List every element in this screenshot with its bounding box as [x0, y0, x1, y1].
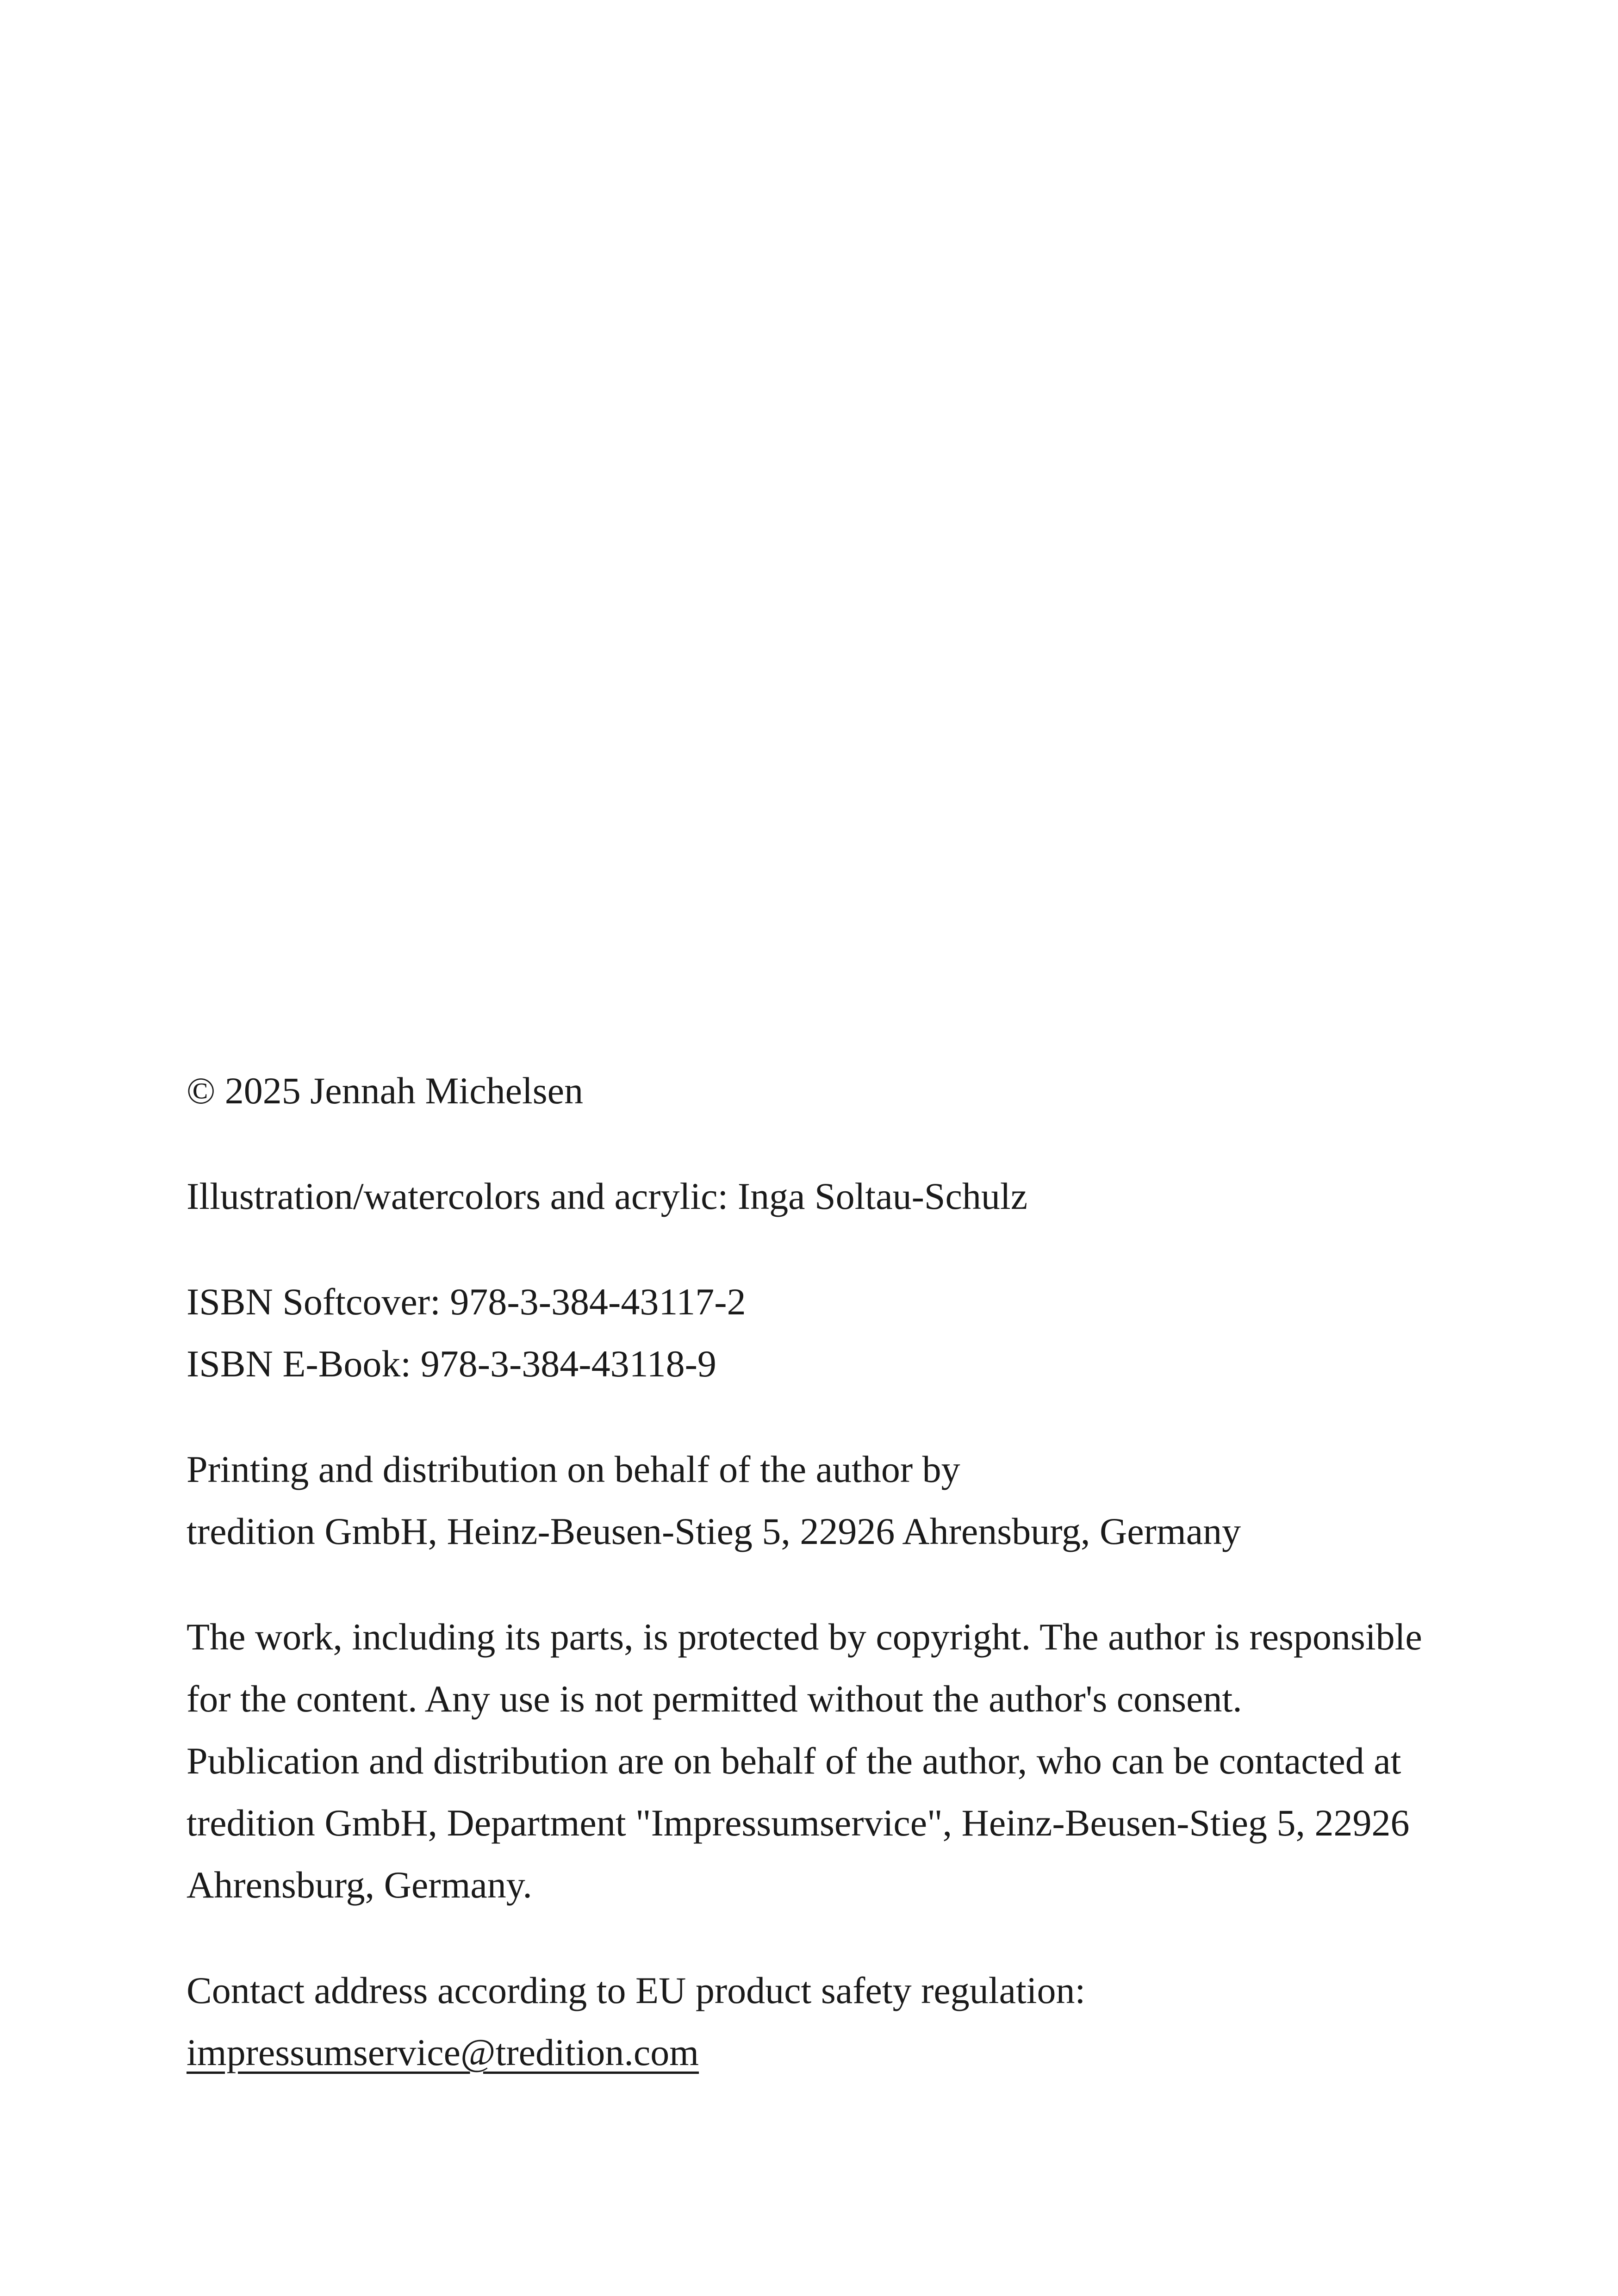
legal-notice-line: for the content. Any use is not permitted without the author's consent.: [187, 1678, 1242, 1720]
isbn-softcover: ISBN Softcover: 978-3-384-43117-2: [187, 1281, 746, 1323]
copyright-block: [187, 1060, 1482, 1122]
illustration-credit: Illustration/watercolors and acrylic: Inga Soltau-Schulz: [187, 1175, 1028, 1217]
publisher-address: tredition GmbH, Heinz-Beusen-Stieg 5, 22926 Ahrensburg, Germany: [187, 1510, 1241, 1552]
isbn-block: [187, 1271, 1482, 1395]
legal-notice-line: Publication and distribution are on behalf of the author, who can be contacted at: [187, 1740, 1401, 1782]
contact-label: Contact address according to EU product safety regulation:: [187, 1969, 1086, 2011]
imprint-section: [187, 1060, 1482, 2084]
legal-notice-line: The work, including its parts, is protected by copyright. The author is responsible: [187, 1616, 1422, 1658]
copyright-notice: © 2025 Jennah Michelsen: [187, 1070, 584, 1112]
legal-notice-block: [187, 1606, 1482, 1916]
contact-email-link[interactable]: impressumservice@tredition.com: [187, 2031, 699, 2073]
isbn-ebook: ISBN E-Book: 978-3-384-43118-9: [187, 1343, 716, 1385]
illustration-credit-block: [187, 1165, 1482, 1227]
contact-block: [187, 1960, 1482, 2084]
printing-line: Printing and distribution on behalf of the author by: [187, 1448, 960, 1490]
printing-block: [187, 1438, 1482, 1562]
legal-notice-line: Ahrensburg, Germany.: [187, 1864, 532, 1906]
legal-notice-line: tredition GmbH, Department "Impressumservice", Heinz-Beusen-Stieg 5, 22926: [187, 1802, 1410, 1844]
